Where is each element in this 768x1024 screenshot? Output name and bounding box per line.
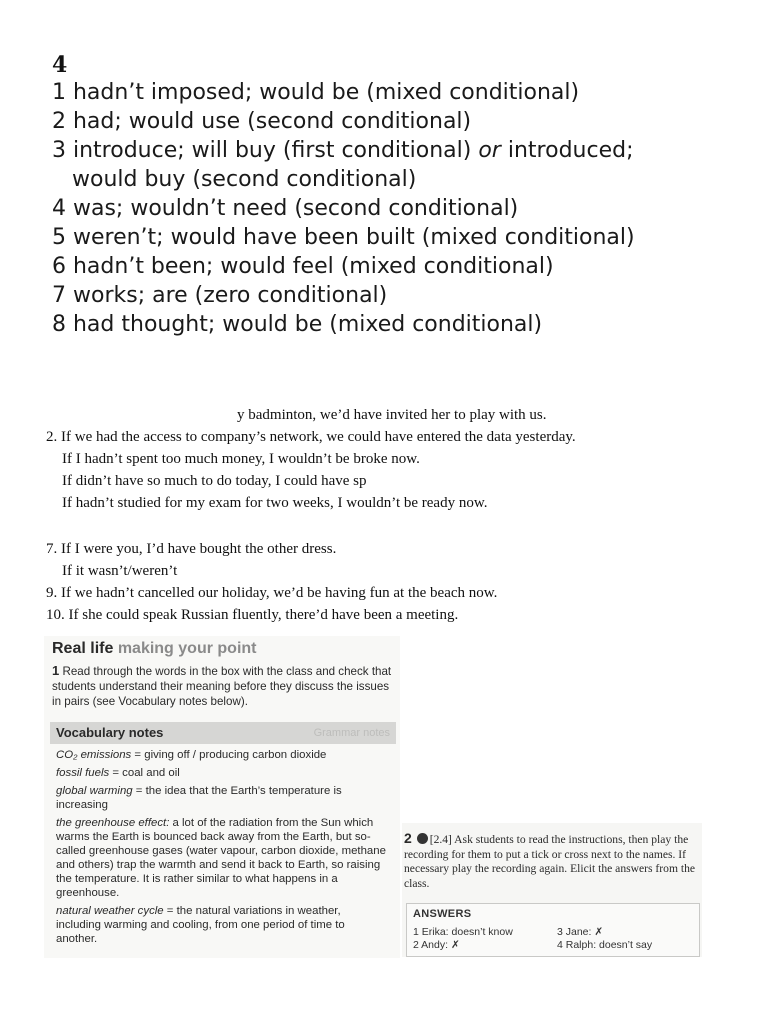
vocab-term: global warming [56,785,133,797]
audio-track-number: [2.4] [429,833,452,846]
answer-line-4: 4 was; wouldn’t need (second conditional) [52,196,519,221]
vocab-term: the greenhouse effect: [56,817,170,829]
vocabulary-notes-header [50,722,396,744]
vocab-item-fossil-fuels [50,766,386,780]
sentence-2: 2. If we had the access to company’s network, we could have entered the data yesterday. [46,429,576,445]
answer-line-3-continued: would buy (second conditional) [72,167,417,192]
vocab-definition: = the natural variations in weather, including warming and cooling, from one period of time to another. [56,905,345,945]
sentence-8: If it wasn’t/weren’t [62,563,178,579]
sentence-7: 7. If I were you, I’d have bought the other dress. [46,541,337,557]
sentence-10: 10. If she could speak Russian fluently, there’d have been a meeting. [46,607,459,623]
answer-line-5: 5 weren’t; would have been built (mixed conditional) [52,225,635,250]
answer-line-1: 1 hadn’t imposed; would be (mixed conditional) [52,80,580,105]
answer-line-3 [52,136,752,165]
vocab-item-natural-weather-cycle [50,904,386,946]
vocab-definition: = giving off / producing carbon dioxide [131,749,327,761]
exercise-1-text: Read through the words in the box with the class and check that students understand their meaning before they discuss the issues in pairs (see Vocabulary notes below). [52,665,392,708]
audio-cd-icon [417,833,428,844]
vocab-term: natural weather cycle [56,905,164,917]
sentence-9: 9. If we hadn’t cancelled our holiday, we’d be having fun at the beach now. [46,585,498,601]
answer-line-7: 7 works; are (zero conditional) [52,283,388,308]
answer-line-2: 2 had; would use (second conditional) [52,109,472,134]
scanned-page-left [44,636,400,958]
vocab-definition: a lot of the radiation from the Sun which warms the Earth is bounced back away from the Earth, but so-called greenhouse gases (water vapour, carbon dioxide, methane and others) trap the warmth and send it back to Earth, so raising the temperature. It is rather similar to what happens in a greenhouse. [56,817,386,899]
real-life-title: Real life [52,640,114,657]
answer-jane: 3 Jane: ✗ [557,926,604,938]
answers-title: ANSWERS [413,908,472,920]
answers-box [406,903,700,957]
vocab-definition: = coal and oil [109,767,180,779]
vocab-item-global-warming [50,784,386,812]
answer-line-6: 6 hadn’t been; would feel (mixed conditional) [52,254,554,279]
vocabulary-notes-title: Vocabulary notes [56,725,164,740]
exercise-2-number: 2 [404,830,412,846]
real-life-subtitle: making your point [117,640,257,657]
answer-key [52,52,752,339]
exercise-number: 4 [52,52,68,78]
sentence-5: If hadn’t studied for my exam for two weeks, I wouldn’t be ready now. [62,495,488,511]
answer-ralph: 4 Ralph: doesn’t say [557,939,653,951]
answer-andy: 2 Andy: ✗ [413,939,460,951]
exercise-2 [404,831,700,891]
exercise-2-text: Ask students to read the instructions, then play the recording for them to put a tick or cross next to the names. If necessary play the recording again. Elicit the answers from the class. [404,833,696,890]
vocab-term: CO₂ emissions [56,749,132,761]
vocabulary-notes-box [50,722,396,954]
vocab-definition: = the idea that the Earth’s temperature is increasing [56,785,342,811]
scanned-page-right [402,823,702,957]
sentence-3: If I hadn’t spent too much money, I wouldn’t be broke now. [62,451,420,467]
sentence-4: If didn’t have so much to do today, I could have sp [62,473,367,489]
exercise-1 [52,663,392,709]
faded-header-text: Grammar notes [313,727,390,739]
sentence-1-fragment: y badminton, we’d have invited her to play with us. [237,407,547,423]
answer-line-3-or: or [478,138,501,163]
answer-line-8: 8 had thought; would be (mixed conditional) [52,312,543,337]
answer-line-3-head: 3 introduce; will buy (first conditional) [52,138,472,163]
vocab-item-co2 [50,748,386,762]
real-life-heading [52,640,256,658]
answer-line-3-tail: introduced; [507,138,634,163]
vocab-term: fossil fuels [56,767,110,779]
vocab-item-greenhouse-effect [50,816,386,900]
answer-erika: 1 Erika: doesn’t know [413,926,513,938]
exercise-1-number: 1 [52,663,60,678]
